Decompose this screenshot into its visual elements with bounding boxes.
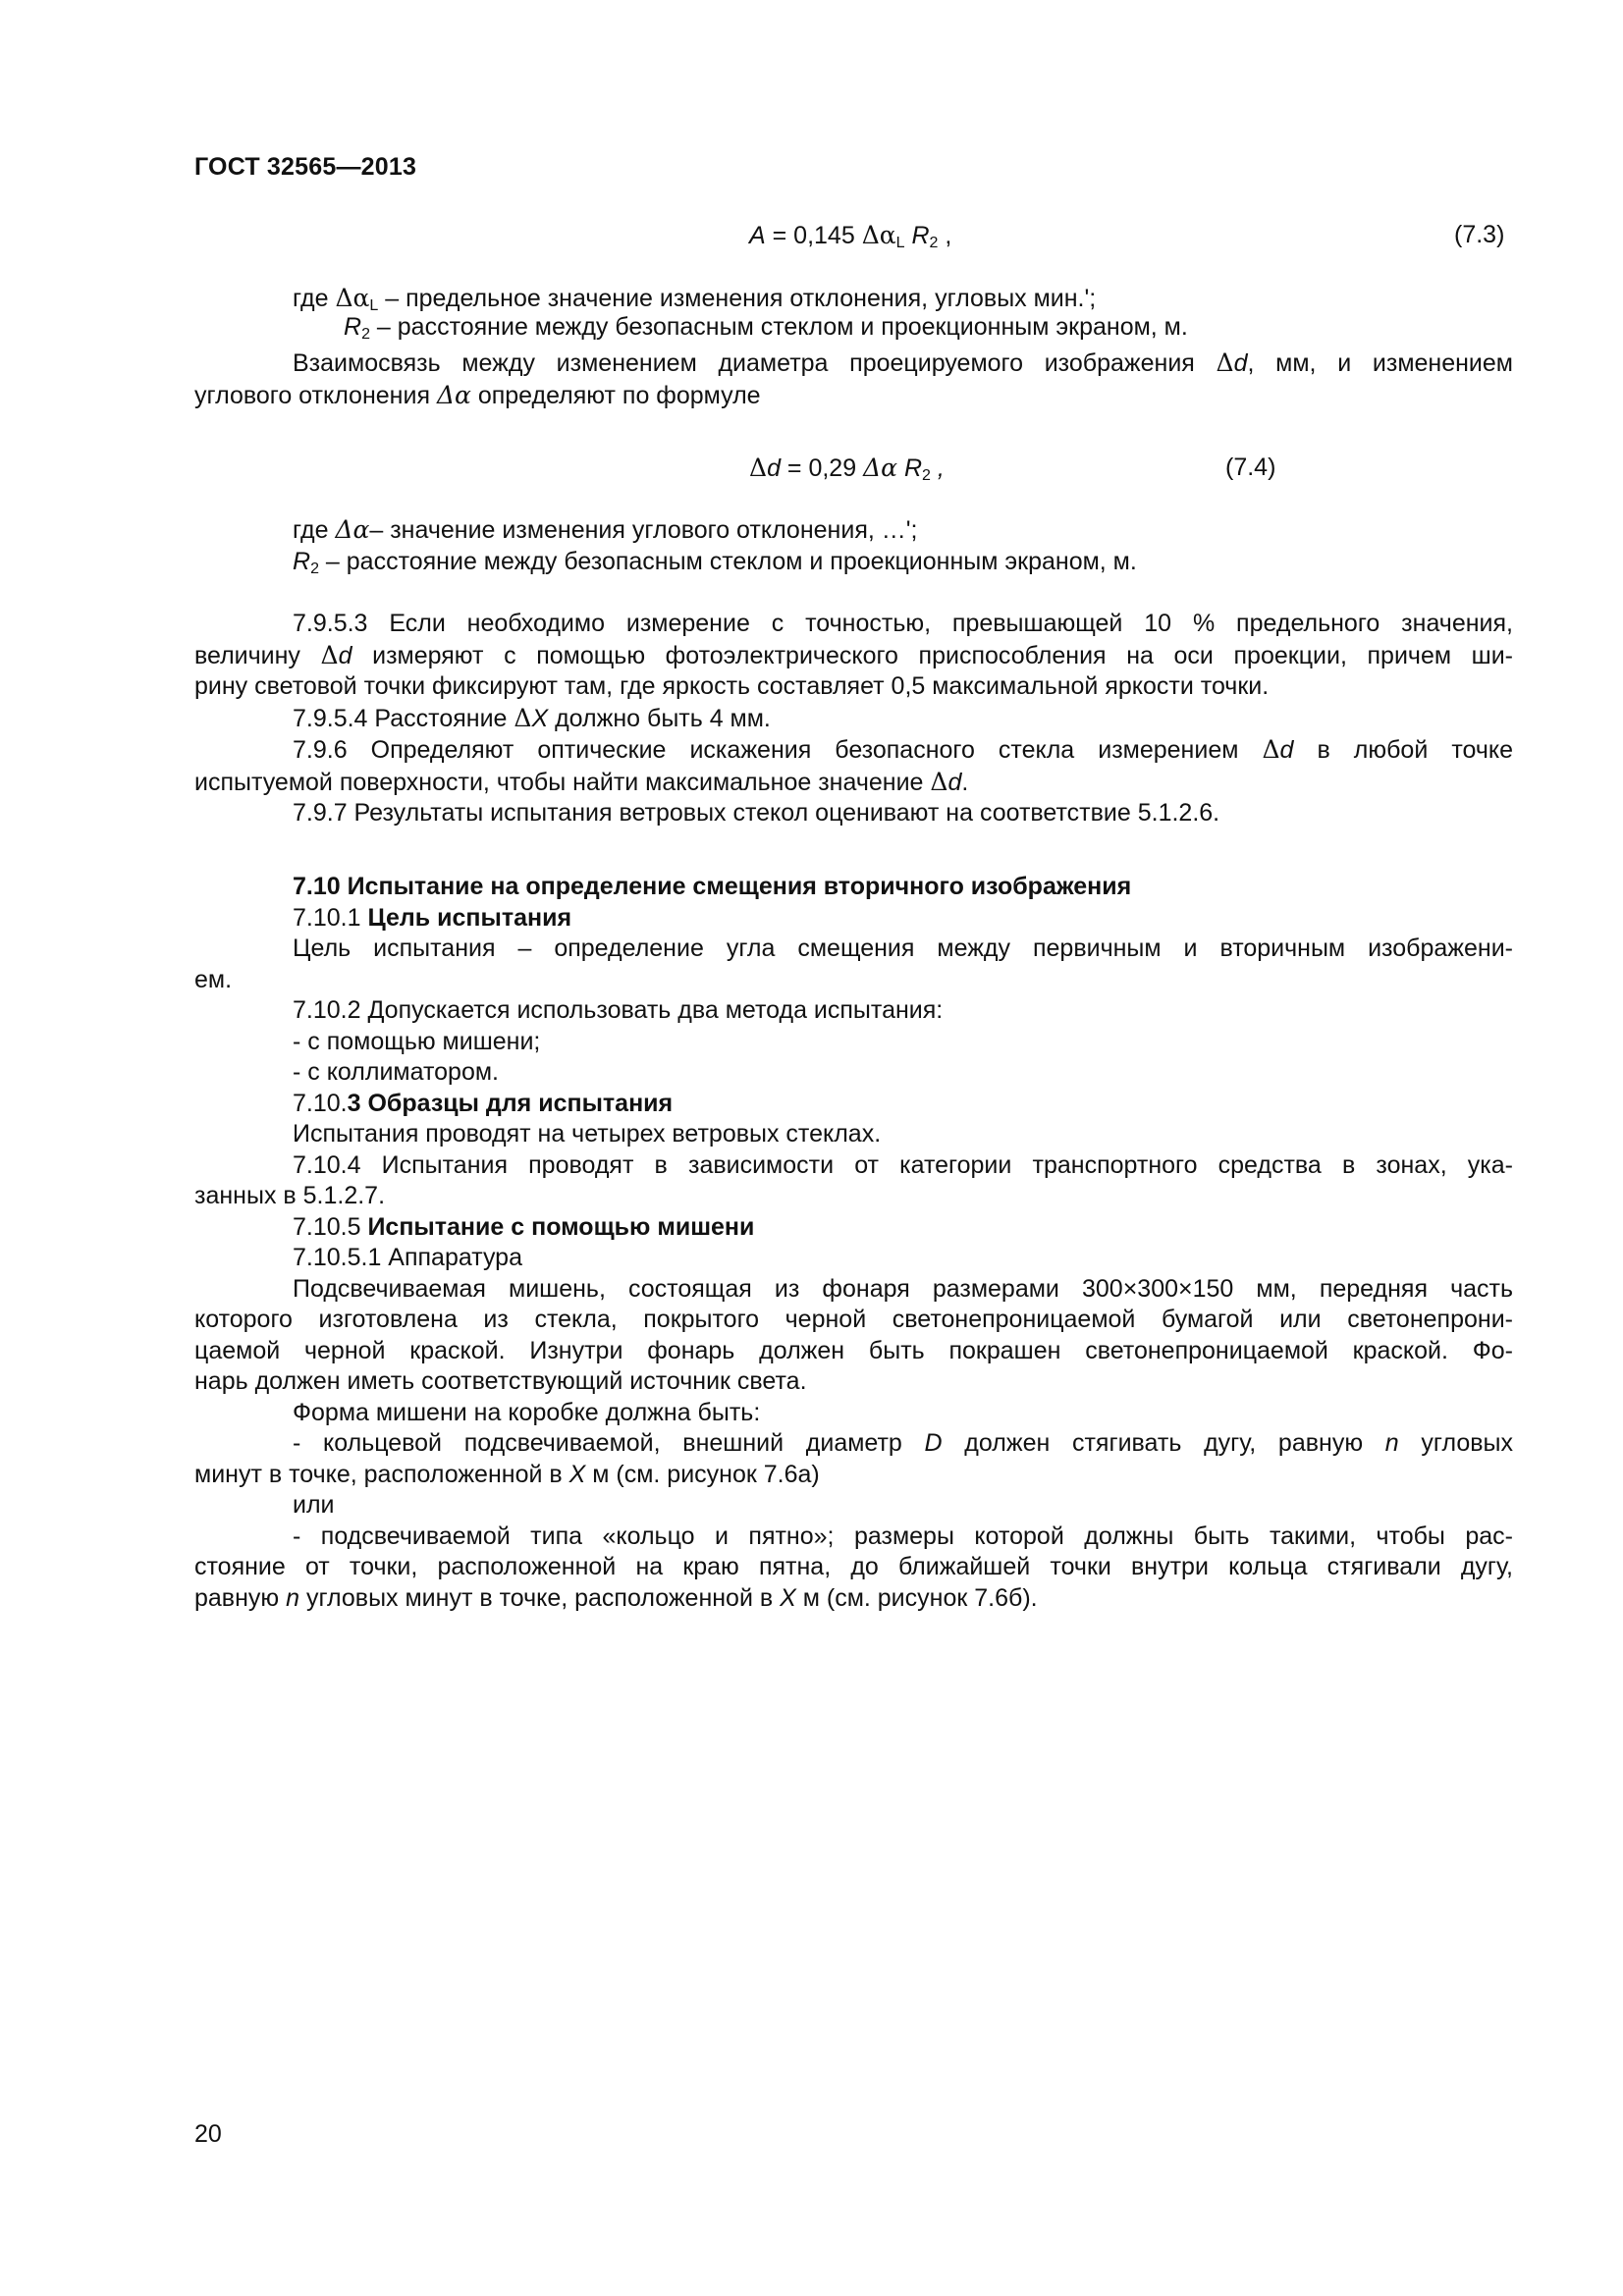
paragraph-line: 7.10.2 Допускается использовать два метода испытания: [293,996,944,1024]
section-heading: 7.10 Испытание на определение смещения вторичного изображения [293,873,1132,900]
where-line: $R_2$ – расстояние между безопасным стеклом и проекционным экраном, м. [344,312,1188,343]
paragraph-line: 7.10.4 Испытания проводят в зависимости от категории транспортного средства в зонах, ука- [293,1150,1513,1179]
where-block-7-4 [194,514,1513,577]
where-line: $R_2$ – расстояние между безопасным стеклом и проекционным экраном, м. [293,547,1137,577]
list-item: - с коллиматором. [293,1058,499,1086]
formula-7-4: Δd = 0,29 Δα $R_2$ , [749,454,945,484]
paragraph-relation [194,347,1513,411]
paragraph-line: Цель испытания – определение угла смещения между первичным и вторичным изображени- [293,934,1513,962]
paragraph-line: 7.9.5.4 Расстояние ΔX должно быть 4 мм. [293,703,771,732]
paragraph-line: или [293,1491,335,1519]
paragraph-line: величину Δd измеряют с помощью фотоэлектрического приспособления на оси проекции, причем ши- [194,640,1513,669]
paragraph-line: 7.9.6 Определяют оптические искажения безопасного стекла измерением Δd в любой точке [293,735,1513,764]
paragraph-line: 7.10.5.1 Аппаратура [293,1244,522,1271]
paragraph-line: минут в точке, расположенной в X м (см. рисунок 7.6а) [194,1460,820,1488]
subsection-heading: 7.10.3 Образцы для испытания [293,1089,674,1117]
paragraph-line: рину световой точки фиксируют там, где яркость составляет 0,5 максимальной яркости точки. [194,672,1270,700]
where-line: где Δα– значение изменения углового отклонения, …'; [293,515,918,544]
paragraph-line: 7.9.5.3 Если необходимо измерение с точностью, превышающей 10 % предельного значения, [293,610,1513,637]
document-header: ГОСТ 32565—2013 [194,153,417,181]
paragraph-line: Подсвечиваемая мишень, состоящая из фонаря размерами 300×300×150 мм, передняя часть [293,1274,1513,1303]
formula-7-3-number: (7.3) [1454,221,1505,248]
paragraph-line: цаемой черной краской. Изнутри фонарь должен быть покрашен светонепроницаемой краской. Фо- [194,1336,1513,1364]
subsection-heading: 7.10.5 Испытание с помощью мишени [293,1212,755,1241]
paragraph-line: занных в 5.1.2.7. [194,1182,386,1209]
where-block-7-3 [194,283,1513,343]
paragraph-line: ем. [194,965,233,993]
list-item: - подсвечиваемой типа «кольцо и пятно»; размеры которой должны быть такими, чтобы рас- [293,1522,1513,1550]
formula-7-4-number: (7.4) [1225,454,1276,481]
paragraph-line: нарь должен иметь соответствующий источник света. [194,1367,807,1395]
formula-7-3: A = 0,145 $\Delta\alpha_L$ $R_2$ , [749,221,952,251]
page-number: 20 [194,2120,222,2148]
paragraph-line: которого изготовлена из стекла, покрытого черной светонепроницаемой бумагой или светонепрони- [194,1306,1513,1333]
list-item: - с помощью мишени; [293,1027,541,1055]
paragraph-line: углового отклонения Δα определяют по формуле [194,380,761,409]
paragraph-line: стояние от точки, расположенной на краю пятна, до ближайшей точки внутри кольца стягивали дугу, [194,1553,1513,1580]
subsection-heading: 7.10.1 Цель испытания [293,903,572,932]
where-line: где $\Delta\alpha_L$ – предельное значение изменения отклонения, угловых мин.'; [293,284,1097,314]
paragraph-line: Испытания проводят на четырех ветровых стеклах. [293,1120,882,1148]
paragraph-line: испытуемой поверхности, чтобы найти максимальное значение Δd. [194,767,969,796]
paragraphs-7-9 [194,609,1513,829]
list-item: - кольцевой подсвечиваемой, внешний диаметр D должен стягивать дугу, равную n угловых [293,1429,1513,1457]
paragraph-line: Взаимосвязь между изменением диаметра проецируемого изображения Δd, мм, и изменением [293,348,1513,377]
paragraph-line: Форма мишени на коробке должна быть: [293,1398,761,1426]
section-7-10 [194,872,1513,1614]
paragraph-line: равную n угловых минут в точке, расположенной в X м (см. рисунок 7.6б). [194,1583,1038,1612]
paragraph-line: 7.9.7 Результаты испытания ветровых стекол оценивают на соответствие 5.1.2.6. [293,799,1220,827]
